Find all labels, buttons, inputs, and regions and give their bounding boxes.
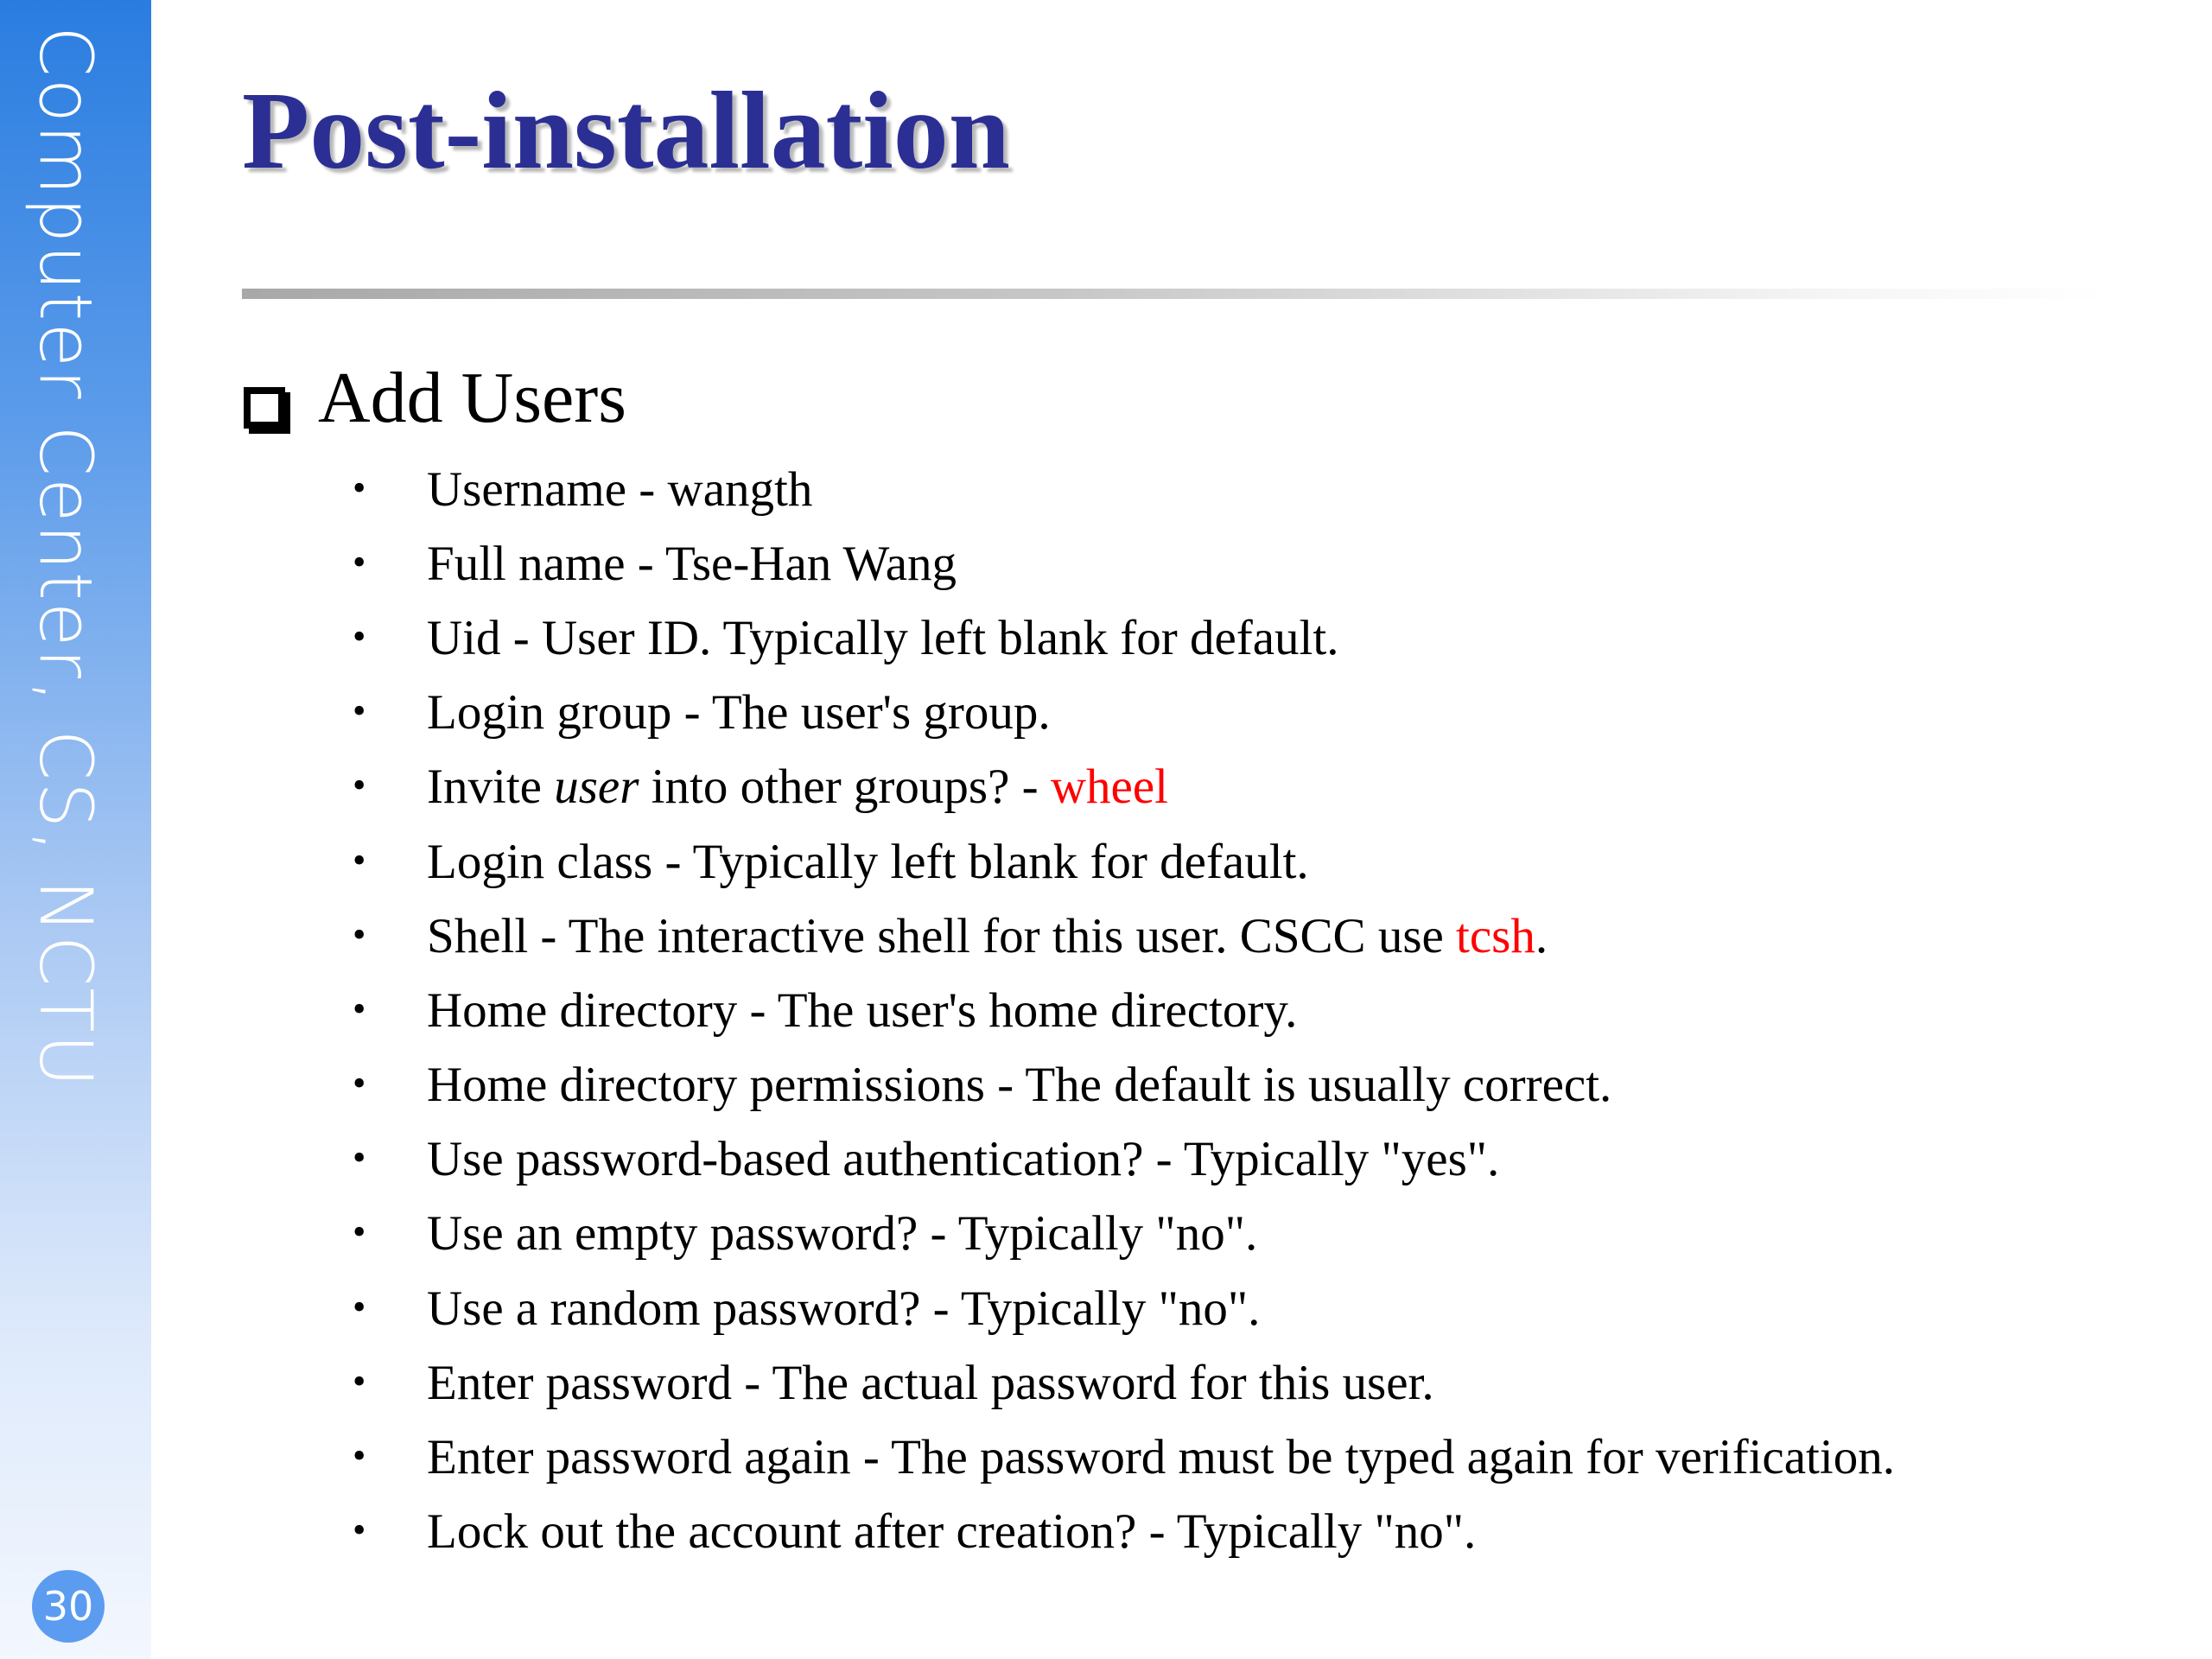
item-text: Use a random password? - Typically "no".: [427, 1281, 1261, 1336]
item-text: Login class - Typically left blank for default.: [427, 834, 1309, 889]
item-text-italic: user: [554, 760, 639, 815]
item-text: Lock out the account after creation? - Typically "no".: [427, 1504, 1477, 1560]
bullet-icon: •: [353, 1136, 366, 1179]
highlight-text: tcsh: [1456, 908, 1535, 963]
item-text: Login group - The user's group.: [427, 685, 1051, 741]
bullet-icon: •: [353, 690, 366, 733]
sidebar: [0, 0, 151, 1659]
item-text-suffix: .: [1535, 908, 1548, 963]
item-text: Home directory - The user's home directory.: [427, 982, 1298, 1038]
list-item: [353, 899, 1895, 973]
item-text: Full name - Tse-Han Wang: [427, 536, 957, 591]
bullet-list: [353, 452, 1895, 1569]
item-text: Uid - User ID. Typically left blank for default.: [427, 610, 1339, 665]
list-item: [353, 824, 1895, 899]
list-item: [353, 750, 1895, 824]
item-text: Use password-based authentication? - Typically "yes".: [427, 1132, 1500, 1187]
bullet-icon: •: [353, 1509, 366, 1552]
title-divider: [242, 289, 2108, 299]
item-text: Enter password again - The password must be typed again for verification.: [427, 1430, 1895, 1485]
slide-title: Post-installation: [242, 69, 1010, 192]
checkbox-icon: [244, 387, 285, 429]
section-heading: [244, 356, 626, 440]
page-number-badge: 30: [32, 1570, 105, 1643]
item-text: Use an empty password? - Typically "no".: [427, 1206, 1258, 1262]
item-text-prefix: Shell - The interactive shell for this user. CSCC use: [427, 908, 1457, 963]
bullet-icon: •: [353, 1359, 366, 1402]
list-item: [353, 973, 1895, 1047]
bullet-icon: •: [353, 1211, 366, 1254]
list-item: [353, 1495, 1895, 1569]
list-item: [353, 1271, 1895, 1345]
sidebar-label: Computer Center, CS, NCTU: [23, 26, 108, 1090]
bullet-icon: •: [353, 987, 366, 1030]
bullet-icon: •: [353, 540, 366, 583]
item-text: Home directory permissions - The default is usually correct.: [427, 1058, 1612, 1113]
item-text: Enter password - The actual password for this user.: [427, 1355, 1434, 1410]
list-item: [353, 1122, 1895, 1197]
bullet-icon: •: [353, 614, 366, 658]
list-item: [353, 1345, 1895, 1420]
bullet-icon: •: [353, 466, 366, 509]
list-item: [353, 1197, 1895, 1271]
highlight-text: wheel: [1050, 760, 1168, 815]
bullet-icon: •: [353, 1062, 366, 1105]
bullet-icon: •: [353, 838, 366, 881]
list-item: [353, 676, 1895, 750]
item-text: Username - wangth: [427, 461, 813, 517]
item-text-prefix: Invite: [427, 760, 555, 815]
section-label: Add Users: [318, 358, 626, 438]
bullet-icon: •: [353, 1434, 366, 1478]
list-item: [353, 1048, 1895, 1122]
list-item: [353, 1420, 1895, 1494]
item-text-middle: into other groups? -: [639, 760, 1051, 815]
bullet-icon: •: [353, 1285, 366, 1328]
bullet-icon: •: [353, 912, 366, 956]
bullet-icon: •: [353, 764, 366, 807]
list-item: [353, 452, 1895, 526]
list-item: [353, 601, 1895, 675]
list-item: [353, 526, 1895, 601]
